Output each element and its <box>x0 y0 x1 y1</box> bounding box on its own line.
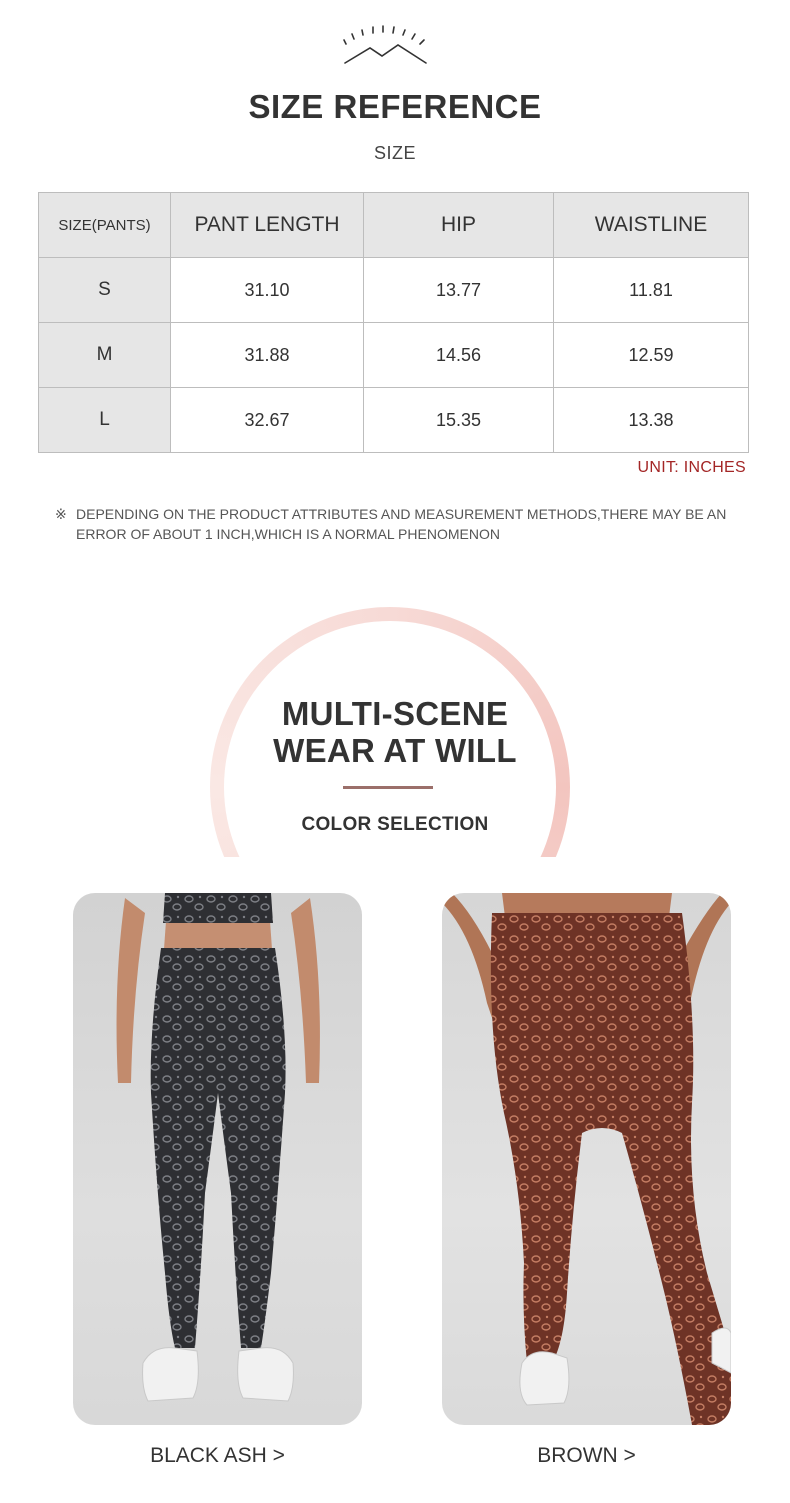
waistline-cell: 12.59 <box>554 323 749 388</box>
pant-length-cell: 32.67 <box>171 388 364 453</box>
unit-label: UNIT: INCHES <box>637 459 746 476</box>
page-subtitle: SIZE <box>373 143 416 163</box>
scene-title-line1: MULTI-SCENE <box>281 695 509 732</box>
size-cell: L <box>39 388 171 453</box>
note-mark: ※ <box>55 506 67 522</box>
column-header-size: SIZE(PANTS) <box>39 193 171 258</box>
color-option-brown[interactable]: BROWN > <box>537 1444 636 1467</box>
size-table <box>38 192 749 453</box>
column-header-pant-length: PANT LENGTH <box>171 193 364 258</box>
note-text: DEPENDING ON THE PRODUCT ATTRIBUTES AND MEASUREMENT METHODS,THERE MAY BE AN ERROR OF ABOUT 1 INCH,WHICH IS A NORMAL PHENOMENON <box>76 506 727 542</box>
sunrise-mountain-icon <box>340 22 430 68</box>
scene-title-line2: WEAR AT WILL <box>273 732 517 769</box>
table-row <box>39 388 749 453</box>
pant-length-cell: 31.10 <box>171 258 364 323</box>
table-header-row <box>39 193 749 258</box>
table-row <box>39 323 749 388</box>
column-header-hip: HIP <box>364 193 554 258</box>
table-row <box>39 258 749 323</box>
page-title: SIZE REFERENCE <box>248 88 542 125</box>
color-option-black-ash[interactable]: BLACK ASH > <box>150 1444 285 1467</box>
column-header-waistline: WAISTLINE <box>554 193 749 258</box>
scene-title <box>0 695 790 769</box>
hip-cell: 14.56 <box>364 323 554 388</box>
size-cell: M <box>39 323 171 388</box>
product-image-black-ash[interactable] <box>73 893 362 1425</box>
hip-cell: 13.77 <box>364 258 554 323</box>
waistline-cell: 13.38 <box>554 388 749 453</box>
measurement-note <box>55 504 755 544</box>
waistline-cell: 11.81 <box>554 258 749 323</box>
product-image-brown[interactable] <box>442 893 731 1425</box>
color-selection-heading: COLOR SELECTION <box>301 814 489 835</box>
hip-cell: 15.35 <box>364 388 554 453</box>
size-cell: S <box>39 258 171 323</box>
pant-length-cell: 31.88 <box>171 323 364 388</box>
title-divider <box>343 786 433 789</box>
